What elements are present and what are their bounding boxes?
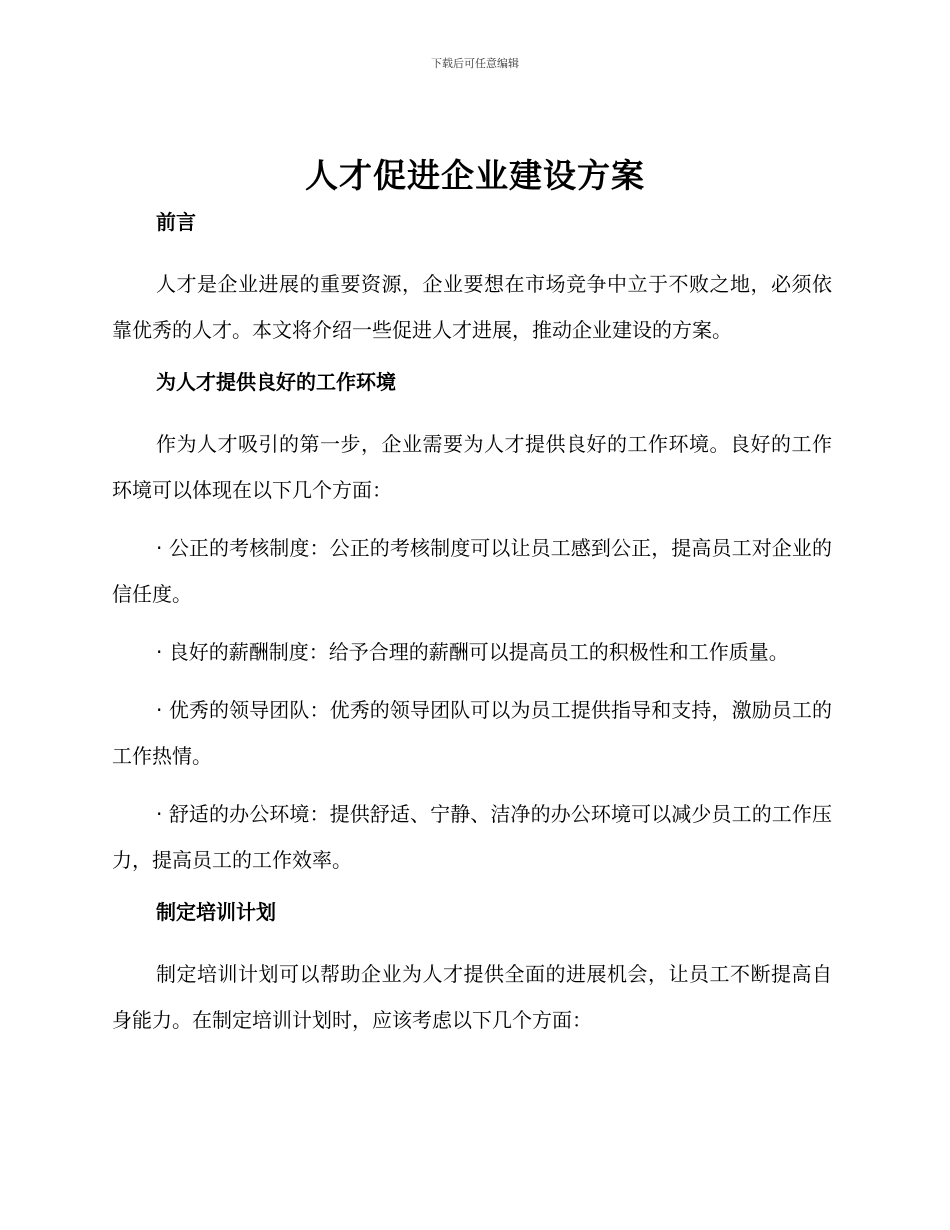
list-item-office-environment: · 舒适的办公环境：提供舒适、宁静、洁净的办公环境可以减少员工的工作压力，提高员工的工作效率。 (112, 802, 832, 872)
paragraph-training-intro: 制定培训计划可以帮助企业为人才提供全面的进展机会，让员工不断提高自身能力。在制定培训计划时，应该考虑以下几个方面： (112, 962, 832, 1032)
list-item-salary-system: · 良好的薪酬制度：给予合理的薪酬可以提高员工的积极性和工作质量。 (156, 640, 789, 664)
paragraph-preface: 人才是企业进展的重要资源，企业要想在市场竞争中立于不败之地，必须依靠优秀的人才。本文将介绍一些促进人才进展，推动企业建设的方案。 (112, 272, 832, 342)
section-heading-preface: 前言 (156, 210, 196, 234)
list-item-leadership-team: · 优秀的领导团队：优秀的领导团队可以为员工提供指导和支持，激励员工的工作热情。 (112, 698, 832, 768)
document-body (112, 205, 832, 1043)
paragraph-environment-intro: 作为人才吸引的第一步，企业需要为人才提供良好的工作环境。良好的工作环境可以体现在以下几个方面： (112, 432, 832, 502)
list-item-fair-assessment: · 公正的考核制度：公正的考核制度可以让员工感到公正，提高员工对企业的信任度。 (112, 536, 832, 606)
section-heading-environment: 为人才提供良好的工作环境 (156, 370, 396, 394)
header-note: 下载后可任意编辑 (431, 57, 519, 70)
document-title: 人才促进企业建设方案 (305, 156, 645, 195)
section-heading-training: 制定培训计划 (156, 900, 276, 924)
